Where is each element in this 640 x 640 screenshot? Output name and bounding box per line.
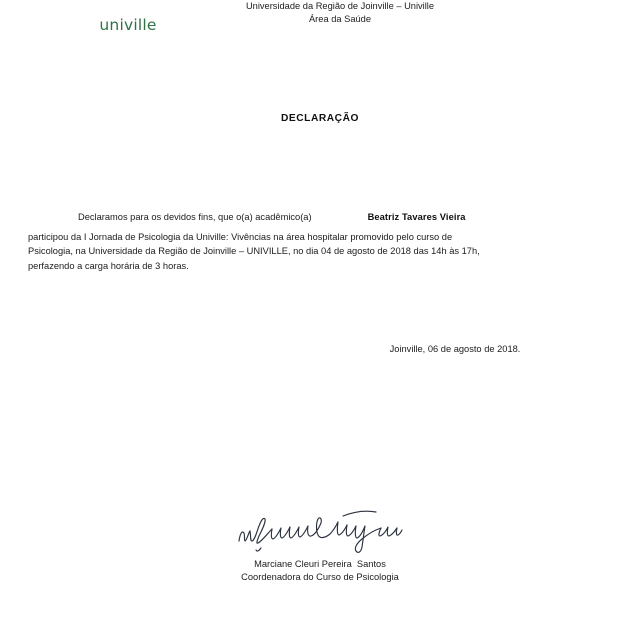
- univille-logo: [87, 0, 169, 34]
- handwritten-signature-icon: [235, 503, 405, 555]
- document-body: [28, 210, 548, 273]
- coordinator-role: Coordenadora do Curso de Psicologia: [241, 572, 399, 583]
- institution-line-1: Universidade da Região de Joinville – Univille: [245, 1, 435, 11]
- body-intro-line: [28, 210, 548, 225]
- signature-block: [0, 503, 640, 585]
- body-intro-text: Declaramos para os devidos fins, que o(a) acadêmico(a): [78, 212, 312, 222]
- student-name: Beatriz Tavares Vieira: [367, 212, 466, 222]
- coordinator-name: Marciane Cleuri Pereira Santos: [254, 559, 386, 569]
- body-paragraph-line-2: Psicologia, na Universidade da Região de Joinville – UNIVILLE, no dia 04 de agosto de 2018 das 14h às 17h,: [28, 246, 480, 257]
- signature-caption: [0, 558, 640, 585]
- univille-wordmark: univille: [99, 16, 157, 34]
- body-paragraph: [28, 230, 548, 274]
- date-line: Joinville, 06 de agosto de 2018.: [389, 344, 521, 354]
- institution-line-2: Área da Saúde: [308, 13, 372, 24]
- body-paragraph-line-3: perfazendo a carga horária de 3 horas.: [28, 260, 189, 271]
- univille-leaf-icon: [105, 0, 151, 16]
- document-title: DECLARAÇÃO: [281, 113, 359, 124]
- body-paragraph-line-1: participou da I Jornada de Psicologia da Univille: Vivências na área hospitalar promovido pelo curso de: [28, 231, 453, 242]
- document-header: [0, 0, 640, 46]
- institution-heading: [160, 0, 520, 25]
